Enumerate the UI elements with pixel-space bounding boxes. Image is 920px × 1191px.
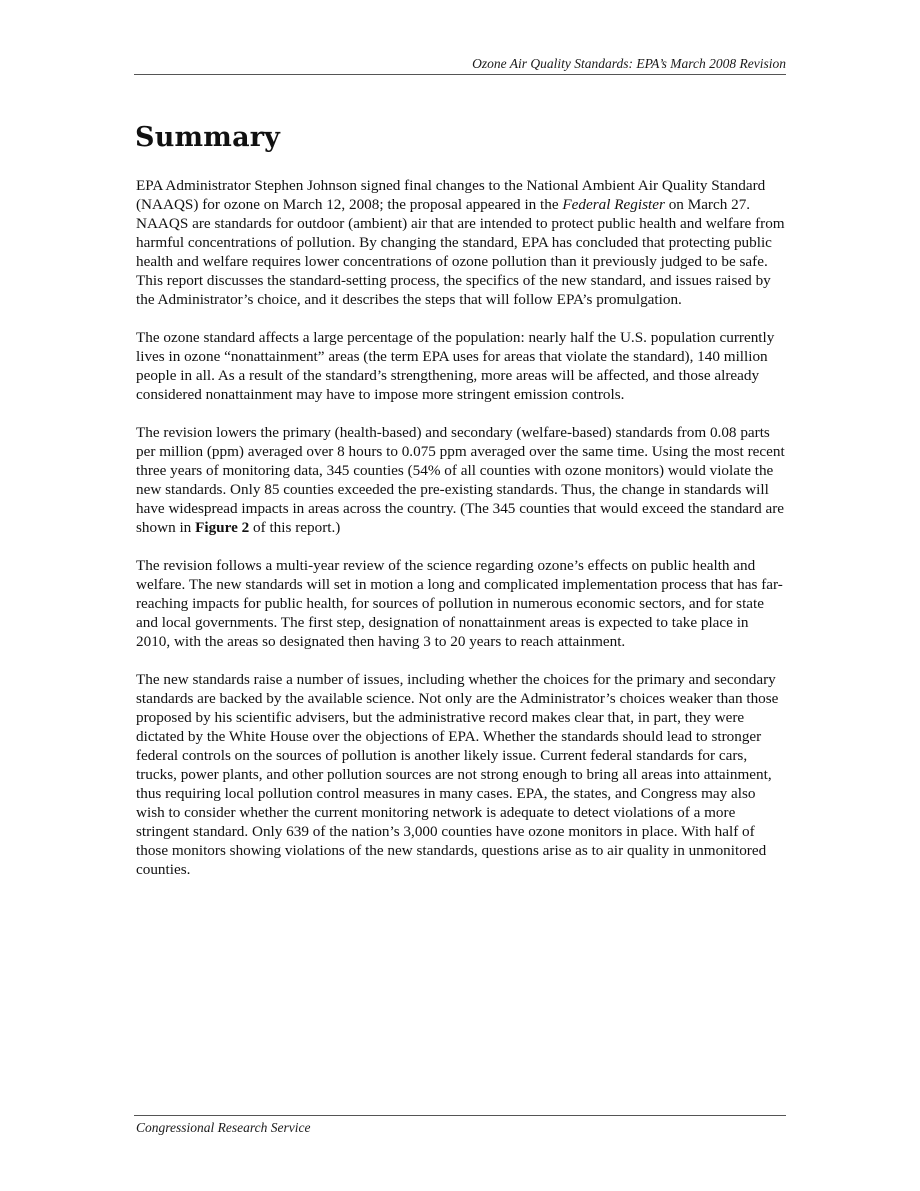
section-title: Summary (135, 122, 281, 153)
summary-body (136, 176, 786, 898)
running-header: Ozone Air Quality Standards: EPA’s March 2008 Revision (472, 56, 786, 71)
paragraph-3-text-b: of this report.) (249, 519, 341, 536)
paragraph-1 (136, 176, 786, 309)
footer-organization: Congressional Research Service (136, 1120, 311, 1135)
paragraph-4: The revision follows a multi-year review of the science regarding ozone’s effects on public health and welfare. The new standards will set in motion a long and complicated implementation process that has far-reaching impacts for public health, for sources of pollution in numerous economic sectors, and for state and local governments. The first step, designation of nonattainment areas is expected to take place in 2010, with the areas so designated then having 3 to 20 years to reach attainment. (136, 557, 783, 650)
paragraph-1-text-a: EPA Administrator Stephen Johnson signed final changes to the National Ambient Air Quality Standard (NAAQS) for ozone on March 12, 2008; the proposal appeared in the (136, 177, 766, 213)
figure-2-reference: Figure 2 (195, 519, 250, 536)
paragraph-2: The ozone standard affects a large percentage of the population: nearly half the U.S. population currently lives in ozone “nonattainment” areas (the term EPA uses for areas that violate the standard), 140 million people in all. As a result of the standard’s strengthening, more areas will be affected, and those already considered nonattainment may have to impose more stringent emission controls. (136, 329, 775, 403)
paragraph-3-text-a: The revision lowers the primary (health-based) and secondary (welfare-based) standards from 0.08 parts per million (ppm) averaged over 8 hours to 0.075 ppm averaged over the same time. Using the most recent three years of monitoring data, 345 counties (54% of all counties with ozone monitors) would violate the new standards. Only 85 counties exceeded the pre-existing standards. Thus, the change in standards will have widespread impacts in areas across the country. (The 345 counties that would exceed the standard are shown in (136, 424, 785, 536)
paragraph-3 (136, 423, 786, 537)
header-divider (134, 74, 786, 75)
federal-register-emphasis: Federal Register (562, 196, 665, 213)
paragraph-1-text-b: on March 27. NAAQS are standards for outdoor (ambient) air that are intended to protect public health and welfare from harmful concentrations of pollution. By changing the standard, EPA has concluded that protecting public health and welfare requires lower concentrations of ozone pollution than it previously judged to be safe. This report discusses the standard-setting process, the specifics of the new standard, and issues raised by the Administrator’s choice, and it describes the steps that will follow EPA’s promulgation. (136, 196, 785, 308)
paragraph-5: The new standards raise a number of issues, including whether the choices for the primary and secondary standards are backed by the available science. Not only are the Administrator’s choices weaker than those proposed by his scientific advisers, but the administrative record makes clear that, in part, they were dictated by the White House over the objections of EPA. Whether the standards should lead to stronger federal controls on the sources of pollution is another likely issue. Current federal standards for cars, trucks, power plants, and other pollution sources are not strong enough to bring all areas into attainment, thus requiring local pollution control measures in many cases. EPA, the states, and Congress may also wish to consider whether the current monitoring network is adequate to detect violations of a more stringent standard. Only 639 of the nation’s 3,000 counties have ozone monitors in place. With half of those monitors showing violations of the new standards, questions arise as to air quality in unmonitored counties. (136, 671, 779, 878)
footer-divider (134, 1115, 786, 1116)
